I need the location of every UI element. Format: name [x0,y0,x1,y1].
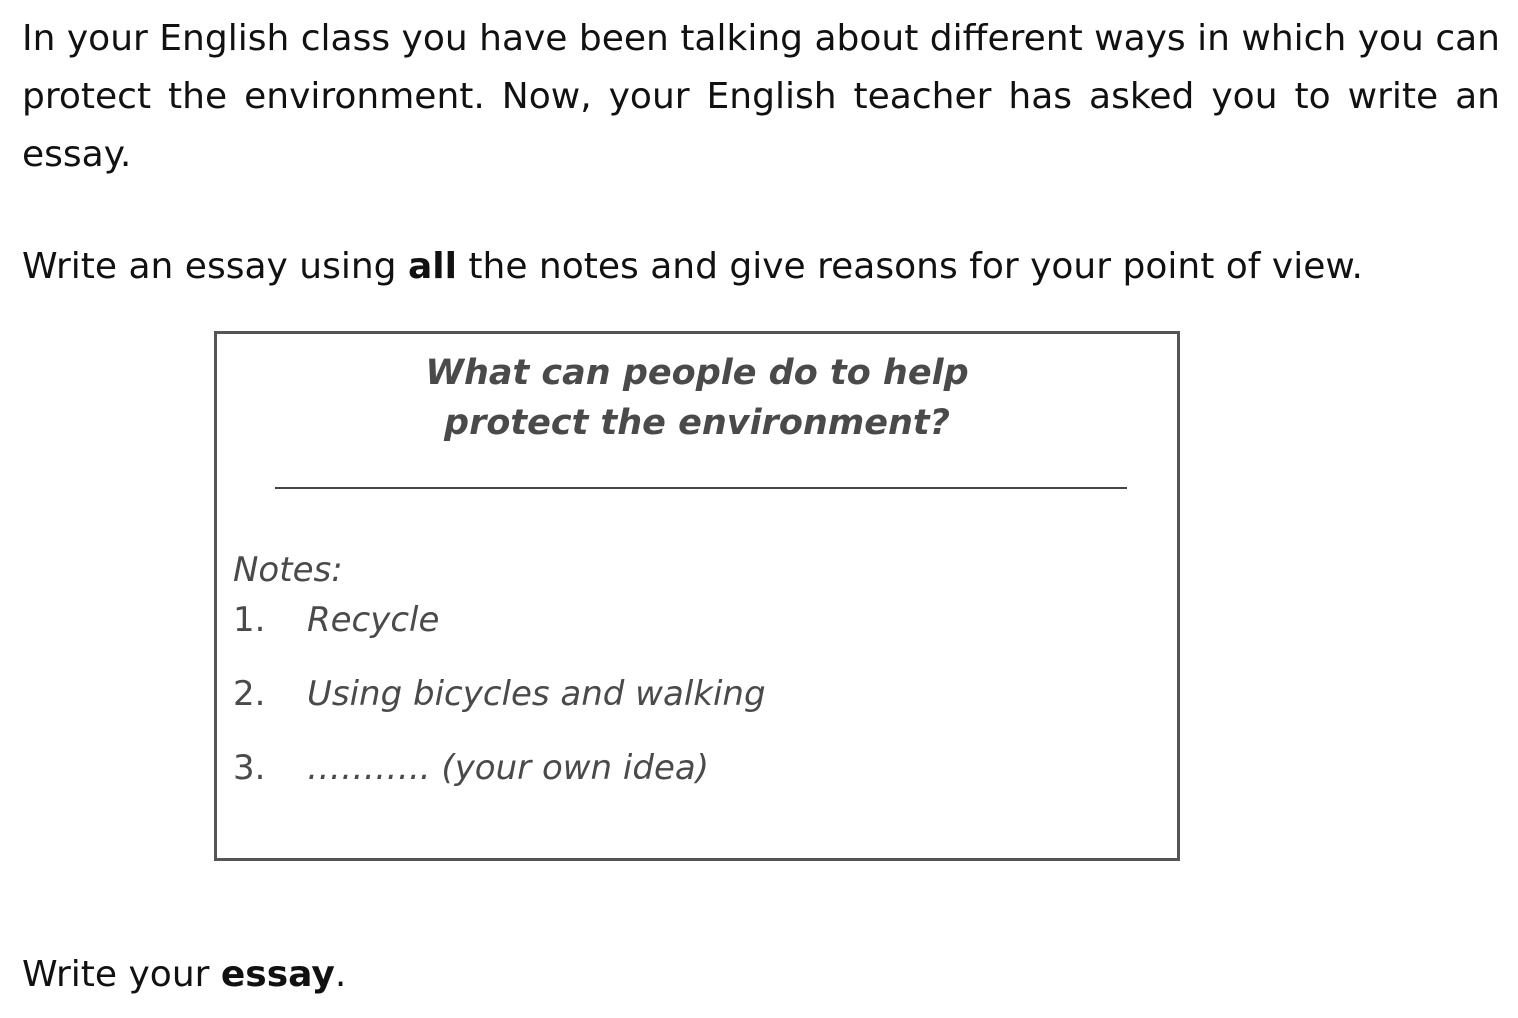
divider-line [275,487,1127,489]
note-number: 2. [233,674,266,714]
final-text-after: . [334,954,347,995]
instruction-text-after: the notes and give reasons for your point of view. [456,246,1363,287]
instruction-emphasis: all [407,246,457,287]
instruction-line [22,238,1500,296]
note-text: Using bicycles and walking [307,674,766,714]
box-question-line-1: What can people do to help [425,353,969,393]
box-question-line-2: protect the environment? [444,403,950,443]
box-question [217,348,1177,448]
intro-paragraph: In your English class you have been talking about different ways in which you can protect the environment. Now, your English teacher has asked you to write an essay. [22,18,1500,175]
note-item-1 [233,598,439,642]
notes-box [214,331,1180,861]
note-text: Recycle [307,600,440,640]
note-text: ……….. (your own idea) [307,748,709,788]
note-number: 1. [233,600,266,640]
final-text-before: Write your [22,954,221,995]
final-emphasis: essay [220,954,335,995]
note-number: 3. [233,748,266,788]
final-instruction [22,946,346,1004]
note-item-3 [233,746,709,790]
note-item-2 [233,672,766,716]
notes-label: Notes: [233,550,343,590]
instruction-text-before: Write an essay using [22,246,408,287]
